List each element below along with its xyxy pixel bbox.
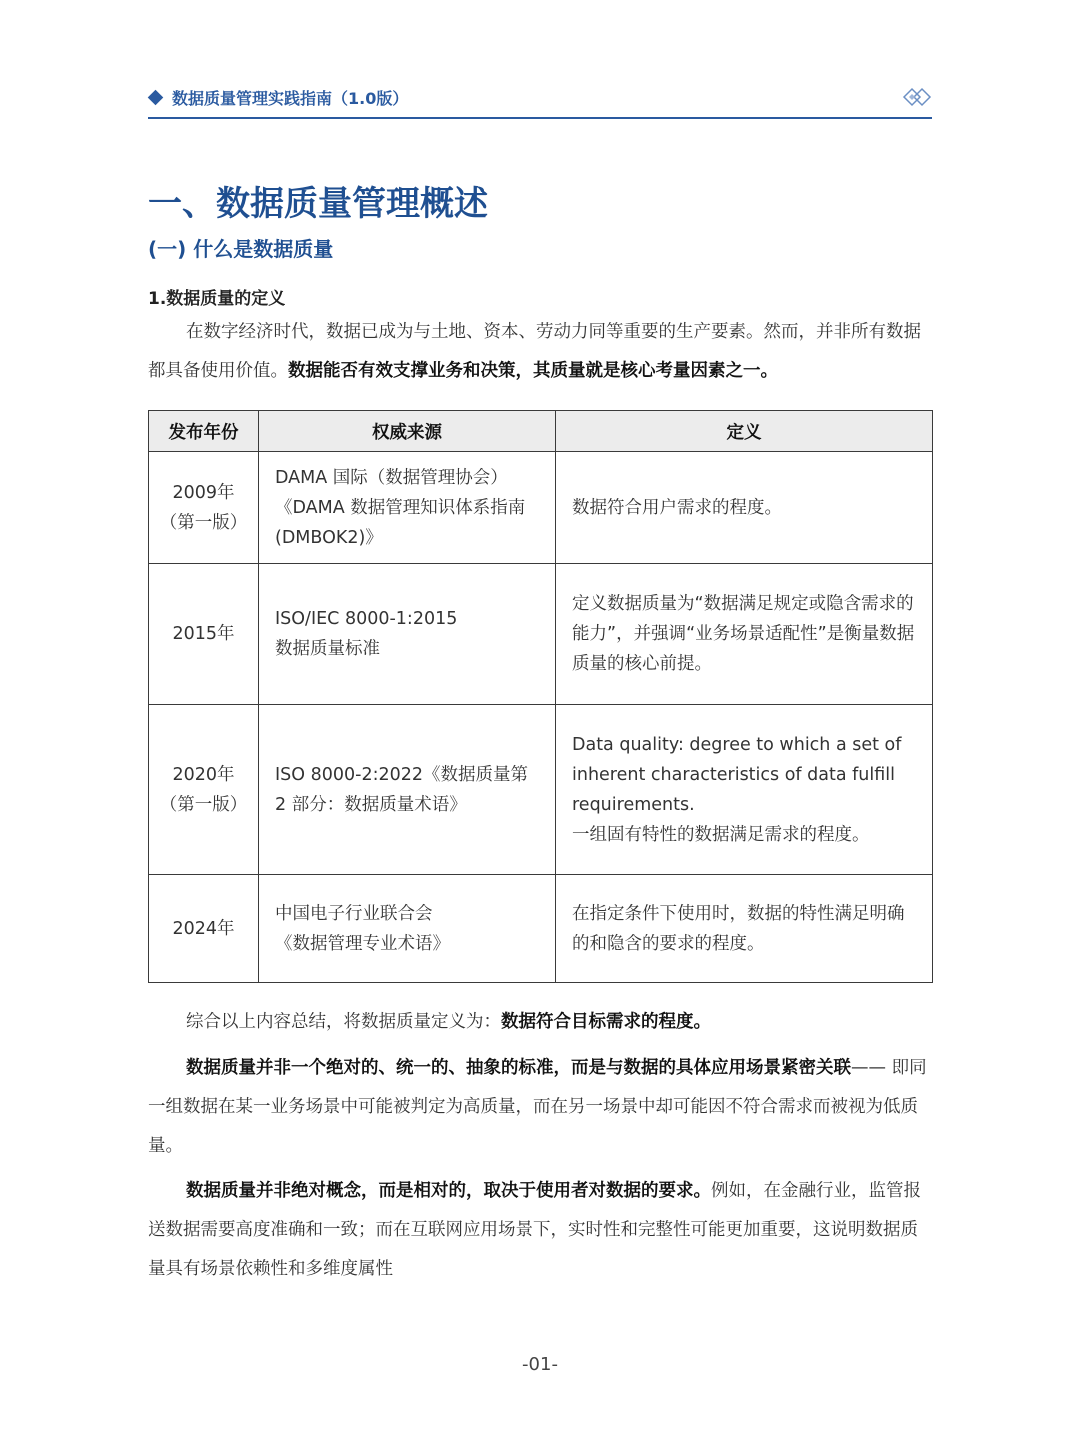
chapter-title: 一、数据质量管理概述 bbox=[148, 184, 488, 224]
definition-table bbox=[148, 410, 933, 983]
table-row bbox=[149, 875, 933, 983]
definition-line: Data quality: degree to which a set of inherent characteristics of data fulfill requirements. bbox=[572, 734, 902, 815]
definition-cell bbox=[556, 875, 933, 983]
table-row bbox=[149, 705, 933, 875]
year-cell bbox=[149, 452, 259, 564]
header-divider bbox=[148, 117, 932, 119]
year-line: 2020年 bbox=[172, 764, 235, 785]
context-emphasis: 数据质量并非一个绝对的、统一的、抽象的标准，而是与数据的具体应用场景紧密关联 bbox=[186, 1058, 851, 1078]
source-line: DAMA 国际（数据管理协会）《DAMA 数据管理知识体系指南(DMBOK2)》 bbox=[275, 467, 526, 548]
table-header-row bbox=[149, 411, 933, 452]
source-cell bbox=[259, 564, 556, 705]
page-header bbox=[148, 84, 932, 114]
table-header-cell: 权威来源 bbox=[259, 411, 556, 452]
relativity-emphasis: 数据质量并非绝对概念，而是相对的，取决于使用者对数据的要求。 bbox=[186, 1181, 711, 1201]
source-cell bbox=[259, 875, 556, 983]
relativity-paragraph bbox=[148, 1172, 932, 1289]
year-line: 2024年 bbox=[172, 918, 235, 939]
intro-paragraph bbox=[148, 313, 932, 391]
source-line: ISO 8000-2:2022《数据质量第 2 部分：数据质量术语》 bbox=[275, 764, 529, 815]
source-cell bbox=[259, 705, 556, 875]
page-number: -01- bbox=[522, 1354, 558, 1375]
year-line: （第一版） bbox=[159, 794, 248, 815]
summary-paragraph bbox=[148, 1003, 932, 1042]
intro-text: 在数字经济时代，数据已成为与土地、资本、劳动力同等重要的生产要素。然而，并非所有数据都具备使用价值。 bbox=[148, 322, 921, 381]
definition-line: 数据符合用户需求的程度。 bbox=[572, 497, 782, 518]
source-cell bbox=[259, 452, 556, 564]
year-cell bbox=[149, 564, 259, 705]
table-row bbox=[149, 452, 933, 564]
year-line: （第一版） bbox=[159, 512, 248, 533]
definition-line: 在指定条件下使用时，数据的特性满足明确的和隐含的要求的程度。 bbox=[572, 903, 905, 954]
intro-emphasis: 数据能否有效支撑业务和决策，其质量就是核心考量因素之一。 bbox=[288, 361, 778, 381]
subsection-title: 1.数据质量的定义 bbox=[148, 289, 286, 309]
diamond-bullet-icon bbox=[148, 90, 164, 106]
table-header-cell: 定义 bbox=[556, 411, 933, 452]
year-line: 2015年 bbox=[172, 624, 235, 644]
table-row bbox=[149, 564, 933, 705]
year-cell bbox=[149, 875, 259, 983]
source-line: 中国电子行业联合会 bbox=[275, 903, 433, 924]
section-title: (一) 什么是数据质量 bbox=[148, 237, 334, 261]
definition-line: 定义数据质量为“数据满足规定或隐含需求的能力”，并强调“业务场景适配性”是衡量数据质量的核心前提。 bbox=[572, 594, 915, 674]
definition-cell bbox=[556, 452, 933, 564]
year-line: 2009年 bbox=[172, 482, 235, 503]
source-line: 《数据管理专业术语》 bbox=[275, 933, 450, 954]
table-header-cell: 发布年份 bbox=[149, 411, 259, 452]
source-line: ISO/IEC 8000-1:2015 bbox=[275, 609, 458, 629]
summary-text: 综合以上内容总结，将数据质量定义为： bbox=[186, 1012, 501, 1032]
context-text: —— 即同一组数据在某一业务场景中可能被判定为高质量，而在另一场景中却可能因不符合需求而被视为低质量。 bbox=[148, 1058, 927, 1156]
context-paragraph bbox=[148, 1049, 932, 1166]
relativity-text: 例如，在金融行业，监管报送数据需要高度准确和一致；而在互联网应用场景下，实时性和完整性可能更加重要，这说明数据质量具有场景依赖性和多维度属性 bbox=[148, 1181, 921, 1279]
double-diamond-logo-icon bbox=[902, 84, 932, 110]
definition-line: 一组固有特性的数据满足需求的程度。 bbox=[572, 824, 870, 845]
header-title: 数据质量管理实践指南（1.0版） bbox=[172, 89, 409, 108]
year-cell bbox=[149, 705, 259, 875]
source-line: 数据质量标准 bbox=[275, 639, 380, 659]
summary-emphasis: 数据符合目标需求的程度。 bbox=[501, 1012, 711, 1032]
definition-cell bbox=[556, 564, 933, 705]
definition-cell bbox=[556, 705, 933, 875]
